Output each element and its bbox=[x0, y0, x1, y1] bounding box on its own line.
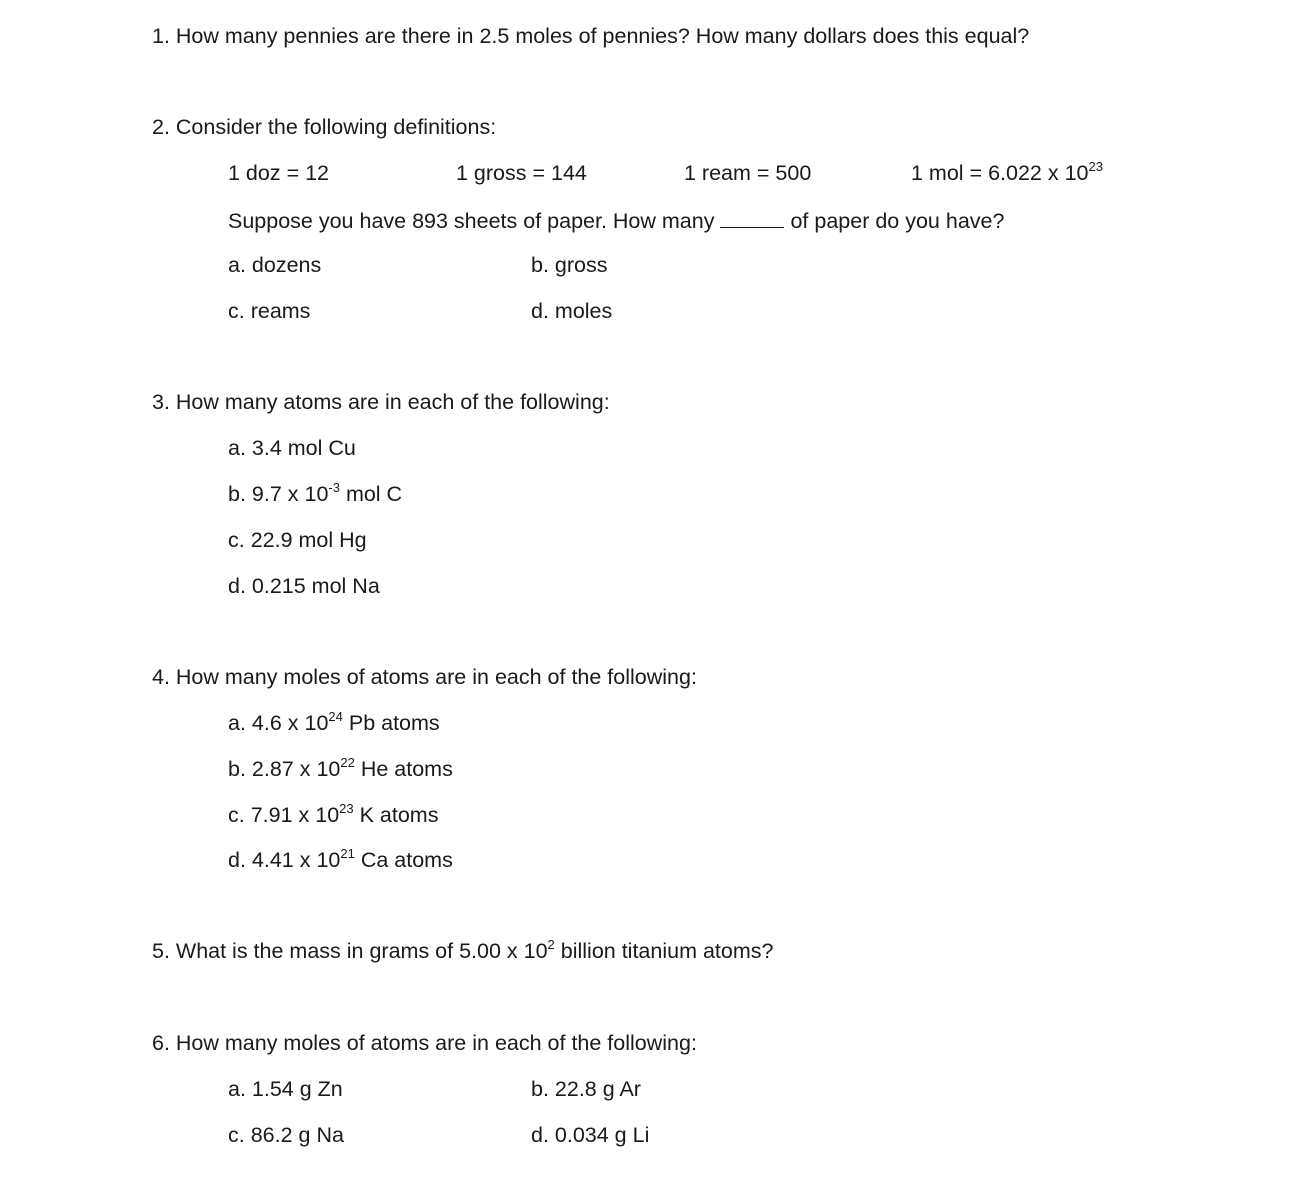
q4-item-d bbox=[228, 846, 453, 872]
definition-mol-base: 1 mol = 6.022 x 10 bbox=[911, 161, 1089, 185]
definition-mol-exponent: 23 bbox=[1088, 159, 1103, 174]
q4-item-b-unit: He atoms bbox=[354, 757, 453, 781]
q4-item-c-unit: K atoms bbox=[353, 803, 439, 827]
q4-item-b-base: b. 2.87 x 10 bbox=[228, 757, 341, 781]
q3-item-d: d. 0.215 mol Na bbox=[228, 574, 380, 598]
q4-item-b-exponent: 22 bbox=[340, 755, 355, 770]
question-5-after: billion titanium atoms? bbox=[554, 939, 774, 963]
q3-item-c: c. 22.9 mol Hg bbox=[228, 528, 367, 552]
option-a: a. dozens bbox=[228, 253, 322, 277]
q4-item-c bbox=[228, 801, 439, 827]
q3-item-a: a. 3.4 mol Cu bbox=[228, 436, 356, 460]
q3-item-b bbox=[228, 480, 403, 506]
prompt-after-blank: of paper do you have? bbox=[790, 209, 1005, 233]
q4-item-a-base: a. 4.6 x 10 bbox=[228, 711, 329, 735]
answer-blank bbox=[720, 209, 784, 228]
question-1: 1. How many pennies are there in 2.5 moles of pennies? How many dollars does this equal? bbox=[152, 24, 1030, 48]
option-c: c. reams bbox=[228, 299, 311, 323]
q4-item-b bbox=[228, 755, 453, 781]
q6-item-a: a. 1.54 g Zn bbox=[228, 1077, 343, 1101]
question-4-heading: 4. How many moles of atoms are in each of the following: bbox=[152, 665, 697, 689]
definition-mol bbox=[911, 159, 1103, 185]
question-5 bbox=[152, 937, 774, 963]
question-2-prompt bbox=[228, 209, 1004, 233]
q4-item-a-unit: Pb atoms bbox=[342, 711, 440, 735]
q6-item-d: d. 0.034 g Li bbox=[531, 1123, 650, 1147]
definition-ream: 1 ream = 500 bbox=[684, 161, 812, 185]
definition-doz: 1 doz = 12 bbox=[228, 161, 330, 185]
q4-item-d-base: d. 4.41 x 10 bbox=[228, 848, 341, 872]
question-6-heading: 6. How many moles of atoms are in each of the following: bbox=[152, 1031, 697, 1055]
q3-item-b-exponent: -3 bbox=[328, 480, 340, 495]
question-5-exponent: 2 bbox=[547, 937, 555, 952]
q3-item-b-unit: mol C bbox=[339, 482, 403, 506]
q4-item-d-unit: Ca atoms bbox=[354, 848, 453, 872]
q4-item-c-exponent: 23 bbox=[339, 801, 354, 816]
q3-item-b-base: b. 9.7 x 10 bbox=[228, 482, 329, 506]
q6-item-b: b. 22.8 g Ar bbox=[531, 1077, 641, 1101]
definition-gross: 1 gross = 144 bbox=[456, 161, 587, 185]
q4-item-d-exponent: 21 bbox=[340, 846, 355, 861]
q4-item-c-base: c. 7.91 x 10 bbox=[228, 803, 340, 827]
option-b: b. gross bbox=[531, 253, 608, 277]
option-d: d. moles bbox=[531, 299, 613, 323]
prompt-before-blank: Suppose you have 893 sheets of paper. How many bbox=[228, 209, 715, 233]
question-2-heading: 2. Consider the following definitions: bbox=[152, 115, 497, 139]
q4-item-a bbox=[228, 709, 440, 735]
question-3-heading: 3. How many atoms are in each of the following: bbox=[152, 390, 610, 414]
question-5-before: 5. What is the mass in grams of 5.00 x 10 bbox=[152, 939, 548, 963]
q6-item-c: c. 86.2 g Na bbox=[228, 1123, 344, 1147]
q4-item-a-exponent: 24 bbox=[328, 709, 343, 724]
